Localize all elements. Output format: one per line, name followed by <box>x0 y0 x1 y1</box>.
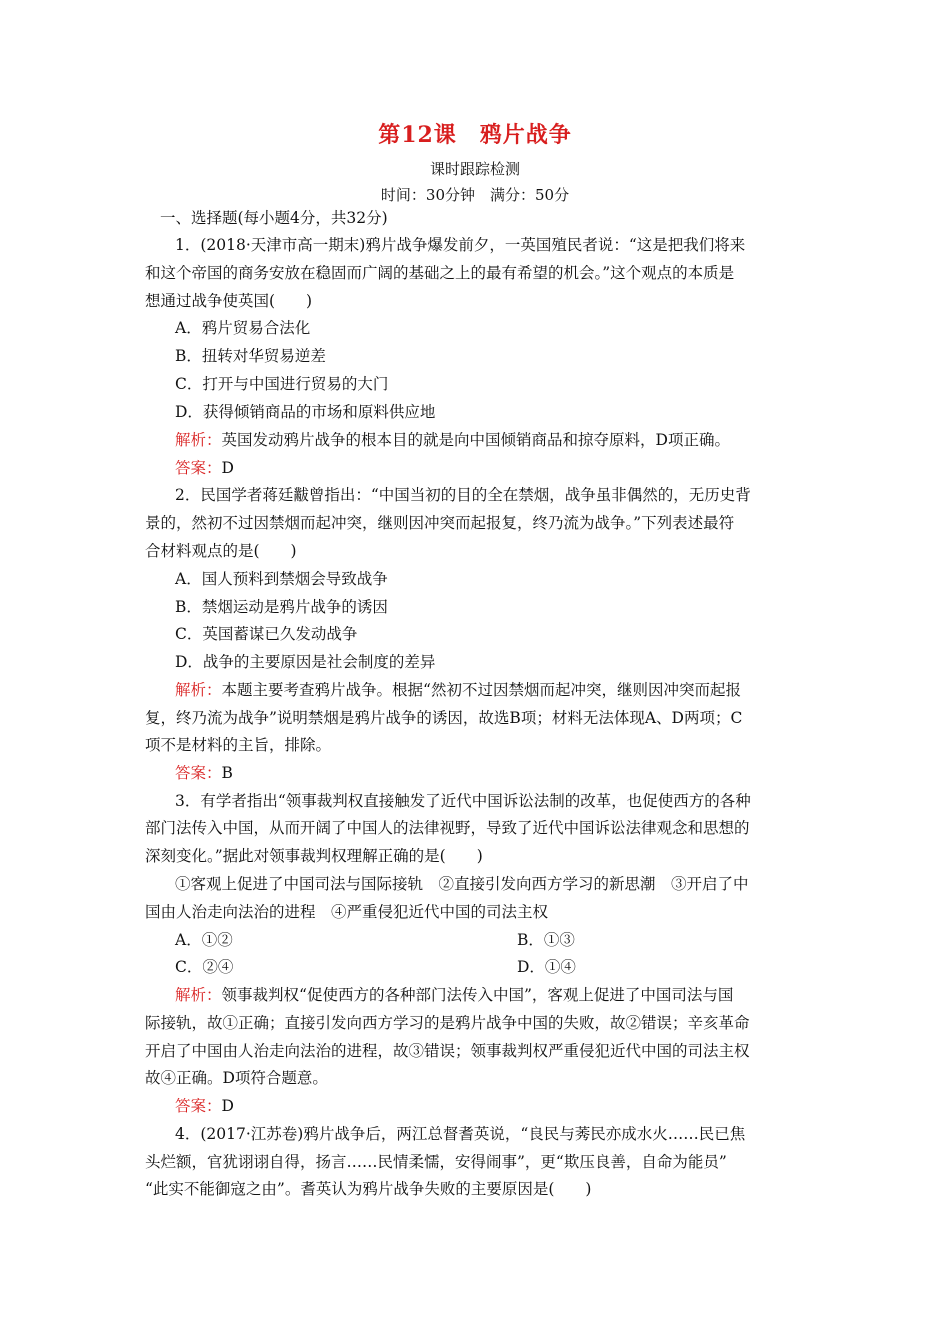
q1-option-a: A．鸦片贸易合法化 <box>175 319 311 337</box>
q3-analysis-line-2: 际接轨，故①正确；直接引发向西方学习的是鸦片战争中国的失败，故②错误；辛亥革命 <box>145 1014 750 1032</box>
q3-line-1: 3．有学者指出“领事裁判权直接触发了近代中国诉讼法制的改革，也促使西方的各种 <box>175 792 751 810</box>
q3-analysis-text: 领事裁判权“促使西方的各种部门法传入中国”，客观上促进了中国司法与国 <box>221 986 734 1004</box>
page-subtitle: 课时跟踪检测 <box>429 160 520 178</box>
q3-statement-1: ①客观上促进了中国司法与国际接轨 ②直接引发向西方学习的新思潮 ③开启了中 <box>175 875 749 893</box>
q1-line-2: 和这个帝国的商务安放在稳固而广阔的基础之上的最有希望的机会。”这个观点的本质是 <box>145 264 735 282</box>
q4-line-2: 头烂额，官犹诩诩自得，扬言……民情柔懦，安得闹事”，更“欺压良善，自命为能员” <box>145 1153 727 1171</box>
q1-analysis <box>175 430 810 450</box>
q2-option-b: B．禁烟运动是鸦片战争的诱因 <box>175 598 388 616</box>
q3-analysis-line-3: 开启了中国由人治走向法治的进程，故③错误；领事裁判权严重侵犯近代中国的司法主权 <box>145 1042 750 1060</box>
answer-label: 答案： <box>175 459 222 477</box>
analysis-label: 解析： <box>175 681 222 699</box>
q2-analysis <box>175 680 810 700</box>
answer-label: 答案： <box>175 1097 222 1115</box>
q1-option-b: B．扭转对华贸易逆差 <box>175 347 326 365</box>
answer-label: 答案： <box>175 764 222 782</box>
q3-analysis <box>175 985 810 1005</box>
q2-analysis-line-2: 复，终乃流为战争”说明禁烟是鸦片战争的诱因，故选B项；材料无法体现A、D两项；C <box>145 709 743 727</box>
q4-line-1: 4．(2017·江苏卷)鸦片战争后，两江总督耆英说，“良民与莠民亦成水火……民已焦 <box>175 1125 746 1143</box>
q2-answer-value: B <box>221 764 233 782</box>
q2-line-1: 2．民国学者蒋廷黻曾指出：“中国当初的目的全在禁烟，战争虽非偶然的，无历史背 <box>175 486 751 504</box>
q3-line-2: 部门法传入中国，从而开阔了中国人的法律视野，导致了近代中国诉讼法律观念和思想的 <box>145 819 750 837</box>
section-heading: 一、选择题(每小题4分，共32分) <box>160 209 388 227</box>
q2-line-2: 景的，然初不过因禁烟而起冲突，继则因冲突而起报复，终乃流为战争。”下列表述最符 <box>145 514 735 532</box>
q3-option-d: D．①④ <box>517 958 576 976</box>
q3-option-b: B．①③ <box>517 931 575 949</box>
q3-option-a: A．①② <box>175 931 233 949</box>
q2-option-d: D．战争的主要原因是社会制度的差异 <box>175 653 436 671</box>
q1-option-d: D．获得倾销商品的市场和原料供应地 <box>175 403 436 421</box>
q1-line-3: 想通过战争使英国( ) <box>145 292 313 310</box>
q1-analysis-text: 英国发动鸦片战争的根本目的就是向中国倾销商品和掠夺原料，D项正确。 <box>221 431 730 449</box>
q2-answer <box>175 763 810 783</box>
q1-line-1: 1．(2018·天津市高一期末)鸦片战争爆发前夕，一英国殖民者说：“这是把我们将来 <box>175 236 746 254</box>
q1-answer <box>175 458 810 478</box>
q2-option-a: A．国人预料到禁烟会导致战争 <box>175 570 388 588</box>
q3-analysis-line-4: 故④正确。D项符合题意。 <box>145 1069 328 1087</box>
analysis-label: 解析： <box>175 986 222 1004</box>
time-info: 时间：30分钟 满分：50分 <box>380 186 570 204</box>
q3-option-c: C．②④ <box>175 958 234 976</box>
q1-answer-value: D <box>221 459 234 477</box>
q2-option-c: C．英国蓄谋已久发动战争 <box>175 625 358 643</box>
q4-line-3: “此实不能御寇之由”。耆英认为鸦片战争失败的主要原因是( ) <box>145 1180 592 1198</box>
q2-analysis-line-3: 项不是材料的主旨，排除。 <box>145 736 332 754</box>
q3-statement-2: 国由人治走向法治的进程 ④严重侵犯近代中国的司法主权 <box>145 903 549 921</box>
q1-option-c: C．打开与中国进行贸易的大门 <box>175 375 389 393</box>
q2-line-3: 合材料观点的是( ) <box>145 542 297 560</box>
analysis-label: 解析： <box>175 431 222 449</box>
q3-answer-value: D <box>221 1097 234 1115</box>
q3-answer <box>175 1096 810 1116</box>
q2-analysis-text: 本题主要考查鸦片战争。根据“然初不过因禁烟而起冲突，继则因冲突而起报 <box>221 681 741 699</box>
page-title: 第12课 鸦片战争 <box>378 122 572 148</box>
q3-line-3: 深刻变化。”据此对领事裁判权理解正确的是( ) <box>145 847 483 865</box>
